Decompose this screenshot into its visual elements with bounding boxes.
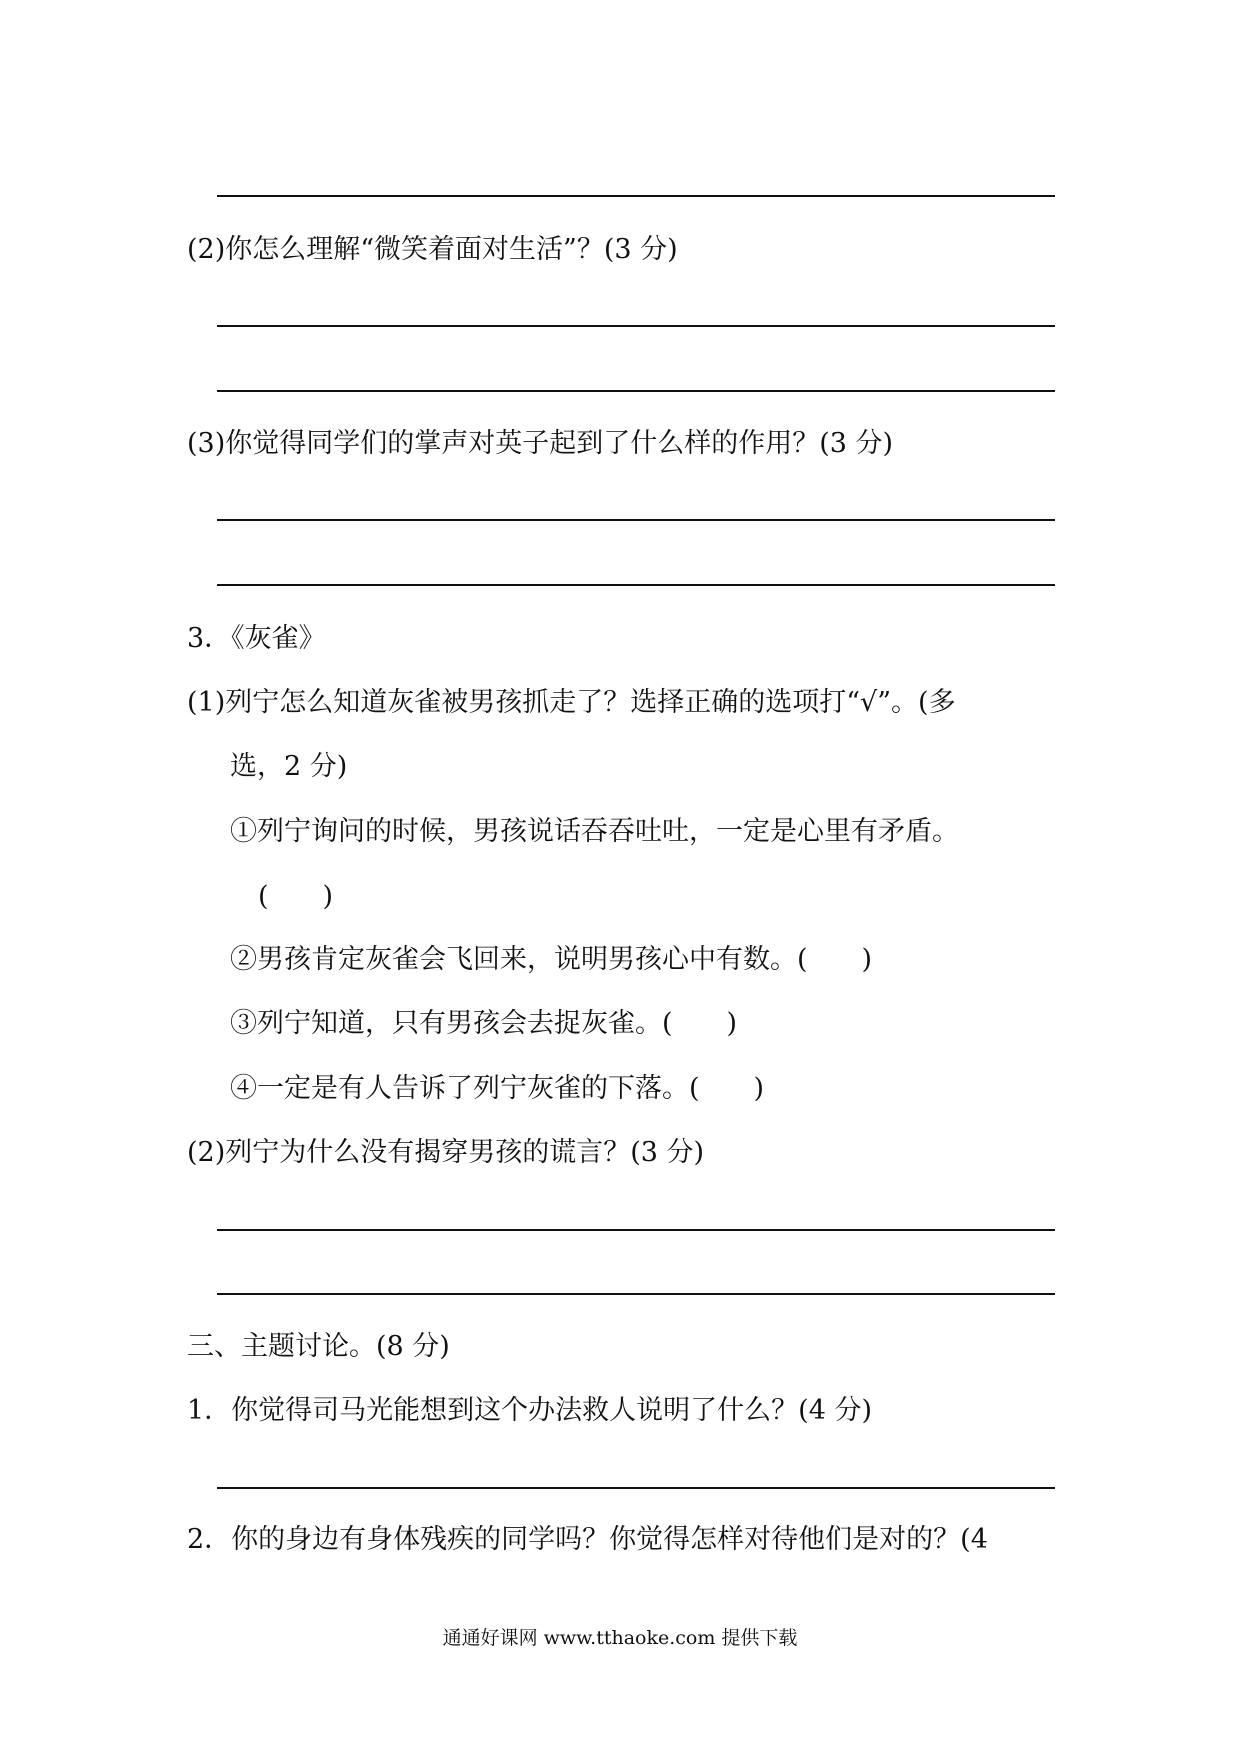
- question-2-3: (3)你觉得同学们的掌声对英子起到了什么样的作用？(3 分): [187, 428, 894, 459]
- answer-line: [217, 1229, 1055, 1231]
- question-2-2: (2)你怎么理解“微笑着面对生活”？(3 分): [187, 234, 678, 265]
- section-3-title: 3．《灰雀》: [187, 623, 326, 654]
- answer-line: [217, 519, 1055, 521]
- option-1-answer-parens[interactable]: ( ): [258, 881, 334, 912]
- question-3-1-line2: 选，2 分): [230, 751, 348, 782]
- answer-line: [217, 390, 1055, 392]
- answer-line: [217, 1293, 1055, 1295]
- option-4: ④一定是有人告诉了列宁灰雀的下落。( ): [230, 1073, 765, 1104]
- option-2: ②男孩肯定灰雀会飞回来，说明男孩心中有数。( ): [230, 944, 873, 975]
- answer-line: [217, 325, 1055, 327]
- part-3-question-1: 1．你觉得司马光能想到这个办法救人说明了什么？(4 分): [187, 1395, 873, 1426]
- answer-line: [217, 584, 1055, 586]
- option-1: ①列宁询问的时候，男孩说话吞吞吐吐，一定是心里有矛盾。: [230, 816, 959, 847]
- answer-line: [217, 1487, 1055, 1489]
- question-3-2: (2)列宁为什么没有揭穿男孩的谎言？(3 分): [187, 1137, 705, 1168]
- footer-source: 通通好课网 www.tthaoke.com 提供下载: [442, 1627, 798, 1649]
- answer-line: [217, 195, 1055, 197]
- option-3: ③列宁知道，只有男孩会去捉灰雀。( ): [230, 1008, 738, 1039]
- part-3-question-2: 2．你的身边有身体残疾的同学吗？你觉得怎样对待他们是对的？(4: [187, 1524, 988, 1555]
- part-3-title: 三、主题讨论。(8 分): [187, 1331, 450, 1362]
- question-3-1-line1: (1)列宁怎么知道灰雀被男孩抓走了？选择正确的选项打“√”。(多: [187, 687, 956, 718]
